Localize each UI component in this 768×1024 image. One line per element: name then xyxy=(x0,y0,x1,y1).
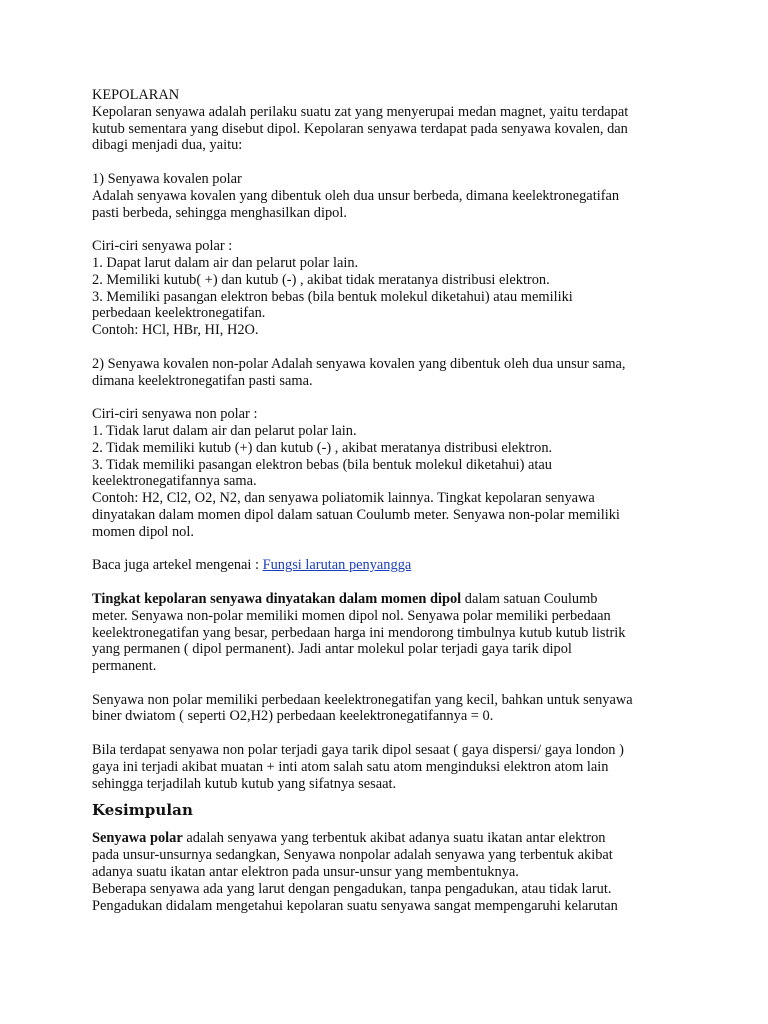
conclusion-line: pada unsur-unsurnya sedangkan, Senyawa nonpolar adalah senyawa yang terbentuk akibat xyxy=(92,847,613,864)
nonpolar-example: momen dipol nol. xyxy=(92,523,194,540)
doc-title: KEPOLARAN xyxy=(92,87,180,103)
polarity-level-line: meter. Senyawa non-polar memiliki momen dipol nol. Senyawa polar memiliki perbedaan xyxy=(92,607,611,624)
dispersion-line: sehingga terjadilah kutub kutub yang sifatnya sesaat. xyxy=(92,775,397,792)
dispersion-line: gaya ini terjadi akibat muatan + inti atom salah satu atom menginduksi elektron atom lain xyxy=(92,758,609,775)
polarity-level-bold: Tingkat kepolaran senyawa dinyatakan dalam momen dipol xyxy=(92,590,462,607)
nonpolar-small-line: Senyawa non polar memiliki perbedaan keelektronegatifan yang kecil, bahkan untuk senyawa xyxy=(92,691,633,708)
polar-trait: 3. Memiliki pasangan elektron bebas (bila bentuk molekul diketahui) atau memiliki xyxy=(92,288,573,305)
read-also xyxy=(92,557,688,574)
nonpolar-example: dinyatakan dalam momen dipol dalam satuan Coulumb meter. Senyawa non-polar memiliki xyxy=(92,506,620,523)
polar-definition-line: pasti berbeda, sehingga menghasilkan dipol. xyxy=(92,204,347,221)
nonpolar-trait: 2. Tidak memiliki kutub (+) dan kutub (-) , akibat meratanya distribusi elektron. xyxy=(92,439,553,456)
polarity-level-line: permanent. xyxy=(92,658,157,675)
polar-heading: 1) Senyawa kovalen polar xyxy=(92,170,242,187)
read-also-prefix: Baca juga artekel mengenai : xyxy=(92,557,263,574)
conclusion-line xyxy=(92,830,688,847)
read-also-link[interactable]: Fungsi larutan penyangga xyxy=(262,557,412,574)
intro-line: kutub sementara yang disebut dipol. Kepolaran senyawa terdapat pada senyawa kovalen, dan xyxy=(92,120,628,137)
nonpolar-traits-heading: Ciri-ciri senyawa non polar : xyxy=(92,406,258,423)
polar-trait: 2. Memiliki kutub( +) dan kutub (-) , akibat tidak meratanya distribusi elektron. xyxy=(92,271,550,288)
polar-example: Contoh: HCl, HBr, HI, H2O. xyxy=(92,322,259,339)
polarity-level-line: yang permanen ( dipol permanent). Jadi antar molekul polar terjadi gaya tarik dipol xyxy=(92,641,572,658)
nonpolar-trait: 1. Tidak larut dalam air dan pelarut polar lain. xyxy=(92,422,357,439)
conclusion-line: Beberapa senyawa ada yang larut dengan pengadukan, tanpa pengadukan, atau tidak larut. xyxy=(92,880,612,897)
polar-definition-line: Adalah senyawa kovalen yang dibentuk oleh dua unsur berbeda, dimana keelektronegatifan xyxy=(92,187,620,204)
polarity-level-line xyxy=(92,591,688,608)
conclusion-heading: Kesimpulan xyxy=(92,801,193,820)
polar-trait: 1. Dapat larut dalam air dan pelarut polar lain. xyxy=(92,254,359,271)
conclusion-bold: Senyawa polar xyxy=(92,830,183,847)
nonpolar-small-line: biner dwiatom ( seperti O2,H2) perbedaan keelektronegatifannya = 0. xyxy=(92,708,494,725)
nonpolar-example: Contoh: H2, Cl2, O2, N2, dan senyawa poliatomik lainnya. Tingkat kepolaran senyawa xyxy=(92,490,595,507)
nonpolar-definition-line: 2) Senyawa kovalen non-polar Adalah senyawa kovalen yang dibentuk oleh dua unsur sama, xyxy=(92,355,626,372)
intro-line: Kepolaran senyawa adalah perilaku suatu zat yang menyerupai medan magnet, yaitu terdapat xyxy=(92,103,629,120)
polarity-level-rest: dalam satuan Coulumb xyxy=(461,590,598,607)
polar-traits-heading: Ciri-ciri senyawa polar : xyxy=(92,238,233,255)
conclusion-line: adanya suatu ikatan antar elektron pada unsur-unsur yang membentuknya. xyxy=(92,864,519,881)
conclusion-line: Pengadukan didalam mengetahui kepolaran suatu senyawa sangat mempengaruhi kelarutan xyxy=(92,897,618,914)
dispersion-line: Bila terdapat senyawa non polar terjadi gaya tarik dipol sesaat ( gaya dispersi/ gaya london ) xyxy=(92,742,624,759)
polarity-level-line: keelektronegatifan yang besar, perbedaan harga ini mendorong timbulnya kutub kutub listrik xyxy=(92,624,626,641)
nonpolar-trait: 3. Tidak memiliki pasangan elektron bebas (bila bentuk molekul diketahui) atau xyxy=(92,456,553,473)
conclusion-rest: adalah senyawa yang terbentuk akibat adanya suatu ikatan antar elektron xyxy=(182,830,606,847)
nonpolar-definition-line: dimana keelektronegatifan pasti sama. xyxy=(92,372,313,389)
intro-line: dibagi menjadi dua, yaitu: xyxy=(92,137,243,154)
polar-trait: perbedaan keelektronegatifan. xyxy=(92,305,266,322)
nonpolar-trait: keelektronegatifannya sama. xyxy=(92,473,257,490)
